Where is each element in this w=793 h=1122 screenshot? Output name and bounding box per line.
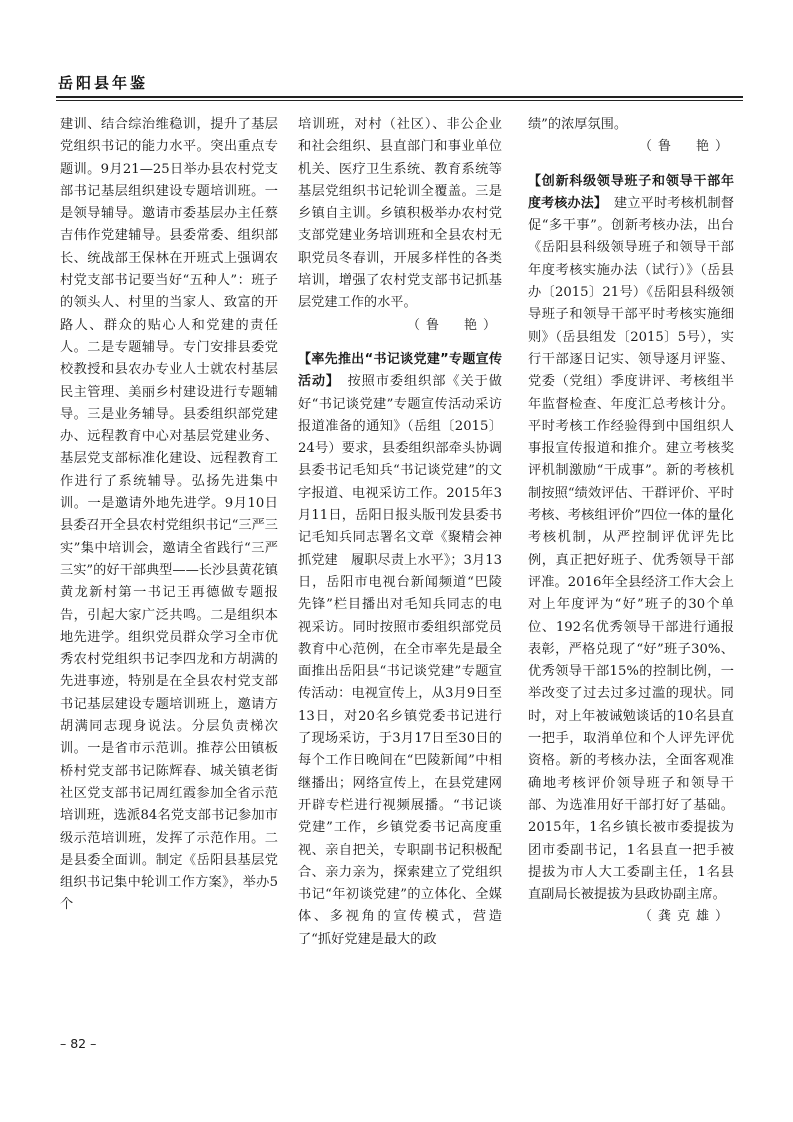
paragraph: 培训班，对村（社区）、非公企业和社会组织、县直部门和事业单位机关、医疗卫生系统、教育系统等基层党组织书记轮训全覆盖。三是乡镇自主训。乡镇积极举办农村党支部党建业务培训班和全县农村无职党员冬春训，开展多样性的各类培训，增强了农村党支部书记抓基层党建工作的水平。: [298, 117, 502, 311]
section-title: 【创新科级领导班子和领导干部年度考核办法】: [528, 173, 734, 211]
article-section: [298, 349, 502, 951]
author-credit: （鲁 艳）: [638, 139, 734, 155]
author-credit: （龚克雄）: [638, 909, 734, 925]
article-section: [528, 171, 734, 907]
column-2: [298, 114, 502, 951]
header-rule: [56, 96, 743, 98]
section-body: 按照市委组织部《关于做好“书记谈党建”专题宣传活动采访报道准备的通知》（岳组〔2015〕24号）要求，县委组织部牵头协调县委书记毛知兵“书记谈党建”的文字报道、电视采访工作。2015年3月11日，岳阳日报头版刊发县委书记毛知兵同志署名文章《聚精会神抓党建 履职尽责上水平》；3月13日，岳阳市电视台新闻频道“巴陵先锋”栏目播出对毛知兵同志的电视采访。同时按照市委组织部党员教育中心范例，在全市率先是最全面推出岳阳县“书记谈党建”专题宣传活动：电视宣传上，从3月9日至13日，对20名乡镇党委书记进行了现场采访，于3月17日至30日的每个工作日晚间在“巴陵新闻”中相继播出；网络宣传上，在县党建网开辟专栏进行视频展播。“书记谈党建”工作，乡镇党委书记高度重视、亲自把关，专职副书记积极配合、亲力亲为，探索建立了党组织书记“年初谈党建”的立体化、全媒体、多视角的宣传模式，营造了“抓好党建是最大的政: [298, 374, 502, 947]
page-number: – 82 –: [60, 1036, 97, 1051]
author-credit: （鲁 艳）: [406, 317, 502, 333]
running-header: 岳阳县年鉴: [58, 74, 149, 92]
column-3: [528, 114, 734, 941]
section-title: 【率先推出“书记谈党建”专题宣传活动】: [298, 351, 502, 390]
header-rule-thin: [56, 100, 743, 101]
section-body: 建立平时考核机制督促“多干事”。创新考核办法，出台《岳阳县科级领导班子和领导干部年度考核实施办法（试行）》（岳县办〔2015〕21号）《岳阳县科级领导班子和领导干部平时考核实施细则》（岳县组发〔2015〕5号），实行干部逐日记实、领导逐月评鉴、党委（党组）季度讲评、考核组半年监督检查、年度汇总考核计分。平时考核工作经验得到中国组织人事报宣传报道和推介。建立考核奖评机制激励“干成事”。新的考核机制按照“绩效评估、干群评价、平时考核、考核组评价”四位一体的量化考核机制，从严控制评优评先比例，真正把好班子、优秀领导干部评准。2016年全县经济工作大会上对上年度评为“好”班子的30个单位、192名优秀领导干部进行通报表彰，严格兑现了“好”班子30%、优秀领导干部15%的控制比例，一举改变了过去过多过滥的现状。同时，对上年被诫勉谈话的10名县直一把手，取消单位和个人评先评优资格。新的考核办法，全面客观准确地考核评价领导班子和领导干部、为选准用好干部打好了基础。2015年，1名乡镇长被市委提拔为团市委副书记，1名县直一把手被提拔为市人大工委副主任，1名县直副局长被提拔为县政协副主席。: [528, 195, 735, 903]
paragraph: 建训、结合综治维稳训，提升了基层党组织书记的能力水平。突出重点专题训。9月21—25日举办县农村党支部书记基层组织建设专题培训班。一是领导辅导。邀请市委基层办主任蔡吉伟作党建辅导。县委常委、组织部长、统战部王保林在开班式上强调农村党支部书记要当好“五种人”：班子的领头人、村里的当家人、致富的开路人、群众的贴心人和党建的责任人。二是专题辅导。专门安排县委党校教授和县农办专业人士就农村基层民主管理、美丽乡村建设进行专题辅导。三是业务辅导。县委组织部党建办、远程教育中心对基层党建业务、基层党支部标准化建设、远程教育工作进行了系统辅导。弘扬先进集中训。一是邀请外地先进学。9月10日县委召开全县农村党组织书记“三严三实”集中培训会，邀请全省践行“三严三实”的好干部典型——长沙县黄花镇黄龙新村第一书记王再德做专题报告，引起大家广泛共鸣。二是组织本地先进学。组织党员群众学习全市优秀农村党组织书记李四龙和方胡满的先进事迹，特别是在全县农村党支部书记基层建设专题培训班上，邀请方胡满同志现身说法。分层负责梯次训。一是省市示范训。推荐公田镇板桥村党支部书记陈辉春、城关镇老街社区党支部书记周红霞参加全省示范培训班，选派84名党支部书记参加市级示范培训班，发挥了示范作用。二是县委全面训。制定《岳阳县基层党组织书记集中轮训工作方案》，举办5个: [60, 117, 278, 913]
column-1: [60, 114, 278, 917]
paragraph: 绩”的浓厚氛围。: [528, 117, 628, 132]
